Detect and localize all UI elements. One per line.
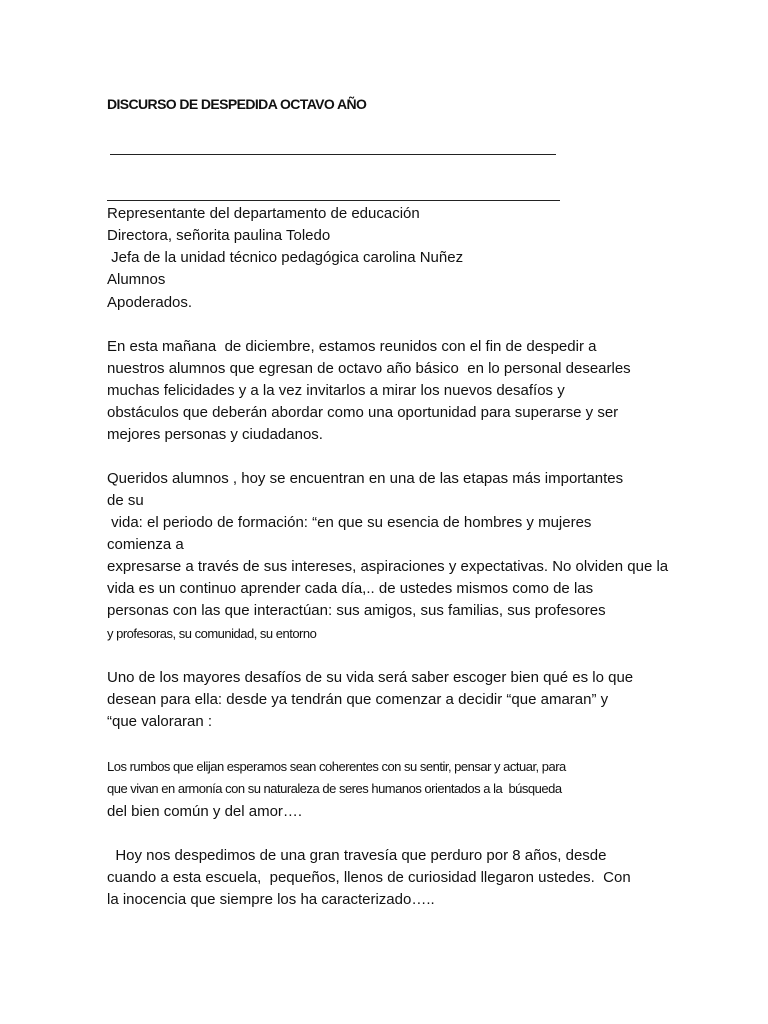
paragraph-line: desean para ella: desde ya tendrán que comenzar a decidir “que amaran” y	[107, 691, 609, 708]
signature-line	[110, 154, 556, 155]
document-title: DISCURSO DE DESPEDIDA OCTAVO AÑO	[107, 96, 367, 112]
salutation-line: Alumnos	[107, 271, 166, 288]
paragraph-line: nuestros alumnos que egresan de octavo año básico en lo personal desearles	[107, 360, 631, 377]
salutation-line: Jefa de la unidad técnico pedagógica carolina Nuñez	[107, 249, 464, 266]
paragraph-line: comienza a	[107, 536, 184, 553]
paragraph-line: obstáculos que deberán abordar como una oportunidad para superarse y ser	[107, 404, 619, 421]
paragraph-line: muchas felicidades y a la vez invitarlos a mirar los nuevos desafíos y	[107, 382, 565, 399]
paragraph-line: cuando a esta escuela, pequeños, llenos de curiosidad llegaron ustedes. Con	[107, 869, 631, 886]
paragraph-line: Uno de los mayores desafíos de su vida será saber escoger bien qué es lo que	[107, 669, 634, 686]
paragraph-line: mejores personas y ciudadanos.	[107, 426, 323, 443]
paragraph-line: Los rumbos que elijan esperamos sean coherentes con su sentir, pensar y actuar, para	[107, 759, 566, 774]
paragraph-line: Hoy nos despedimos de una gran travesía que perduro por 8 años, desde	[107, 847, 607, 864]
paragraph-line: que vivan en armonía con su naturaleza de seres humanos orientados a la búsqueda	[107, 781, 562, 796]
paragraph-line: expresarse a través de sus intereses, aspiraciones y expectativas. No olviden que la	[107, 558, 669, 575]
paragraph-line: personas con las que interactúan: sus amigos, sus familias, sus profesores	[107, 602, 606, 619]
paragraph-line: de su	[107, 492, 144, 509]
signature-line	[107, 200, 560, 201]
paragraph-line: Queridos alumnos , hoy se encuentran en una de las etapas más importantes	[107, 470, 624, 487]
paragraph-line: la inocencia que siempre los ha caracterizado…..	[107, 891, 435, 908]
paragraph-line: En esta mañana de diciembre, estamos reunidos con el fin de despedir a	[107, 338, 597, 355]
salutation-line: Apoderados.	[107, 294, 193, 311]
paragraph-line: del bien común y del amor….	[107, 803, 303, 820]
paragraph-line: “que valoraran :	[107, 713, 213, 730]
paragraph-line: y profesoras, su comunidad, su entorno	[107, 626, 317, 641]
salutation-line: Directora, señorita paulina Toledo	[107, 227, 331, 244]
paragraph-line: vida: el periodo de formación: “en que su esencia de hombres y mujeres	[107, 514, 592, 531]
paragraph-line: vida es un continuo aprender cada día,.. de ustedes mismos como de las	[107, 580, 594, 597]
salutation-line: Representante del departamento de educación	[107, 205, 420, 222]
